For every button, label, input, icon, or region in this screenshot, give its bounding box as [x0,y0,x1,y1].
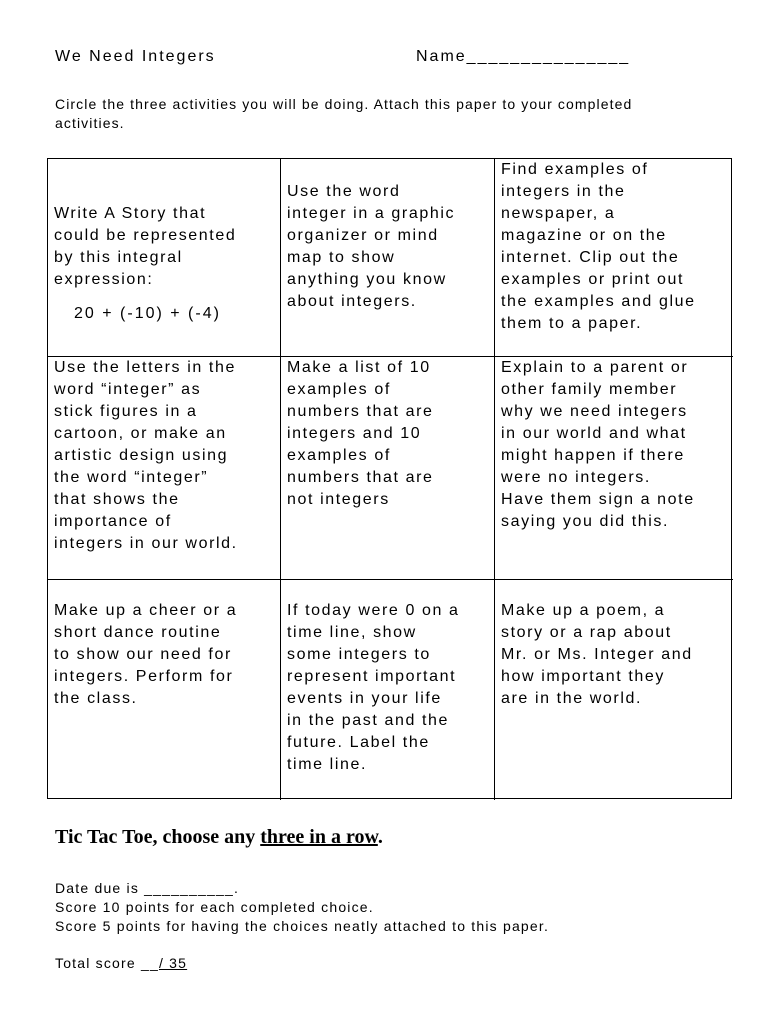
activity-cell-3: Find examples of integers in the newspaper, a magazine or on the internet. Clip out the examples or print out the examples and glue them to a paper. [495,159,733,357]
integral-expression: 20 + (-10) + (-4) [74,305,221,322]
activity-cell-8: If today were 0 on a time line, show some integers to represent important events in your life in the past and the future. Label the time line. [281,580,495,800]
activity-cell-5: Make a list of 10 examples of numbers that are integers and 10 examples of numbers that are not integers [281,357,495,580]
score-neat-line: Score 5 points for having the choices neatly attached to this paper. [55,918,550,934]
activity-grid [47,158,732,799]
total-score-denominator: / 35 [158,955,188,971]
name-field-label: Name_______________ [416,48,631,65]
date-due-line: Date due is __________. [55,880,240,896]
activity-cell-6: Explain to a parent or other family member why we need integers in our world and what might happen if there were no integers. Have them sign a note saying you did this. [495,357,733,580]
page-title: We Need Integers [55,48,216,65]
heading-prefix: Tic Tac Toe, choose any [55,826,261,848]
activity-cell-7: Make up a cheer or a short dance routine to show our need for integers. Perform for the class. [48,580,281,800]
total-score-label: Total score __ [55,955,159,971]
activity-cell-4: Use the letters in the word “integer” as stick figures in a cartoon, or make an artistic design using the word “integer” that shows the importance of integers in our world. [48,357,281,580]
activity-cell-2: Use the word integer in a graphic organizer or mind map to show anything you know about integers. [281,159,495,357]
total-score [55,955,187,971]
heading-suffix: . [377,826,383,848]
tic-tac-toe-heading [55,826,383,849]
activity-cell-1 [48,159,281,357]
scoring-info [55,879,549,936]
heading-emphasis: three in a row [260,826,378,848]
score-each-line: Score 10 points for each completed choice. [55,899,374,915]
activity-cell-9: Make up a poem, a story or a rap about Mr. or Ms. Integer and how important they are in the world. [501,602,693,707]
instructions-text: Circle the three activities you will be doing. Attach this paper to your completed activities. [55,96,633,131]
activity-text: Write A Story that could be represented by this integral expression: [54,205,237,288]
